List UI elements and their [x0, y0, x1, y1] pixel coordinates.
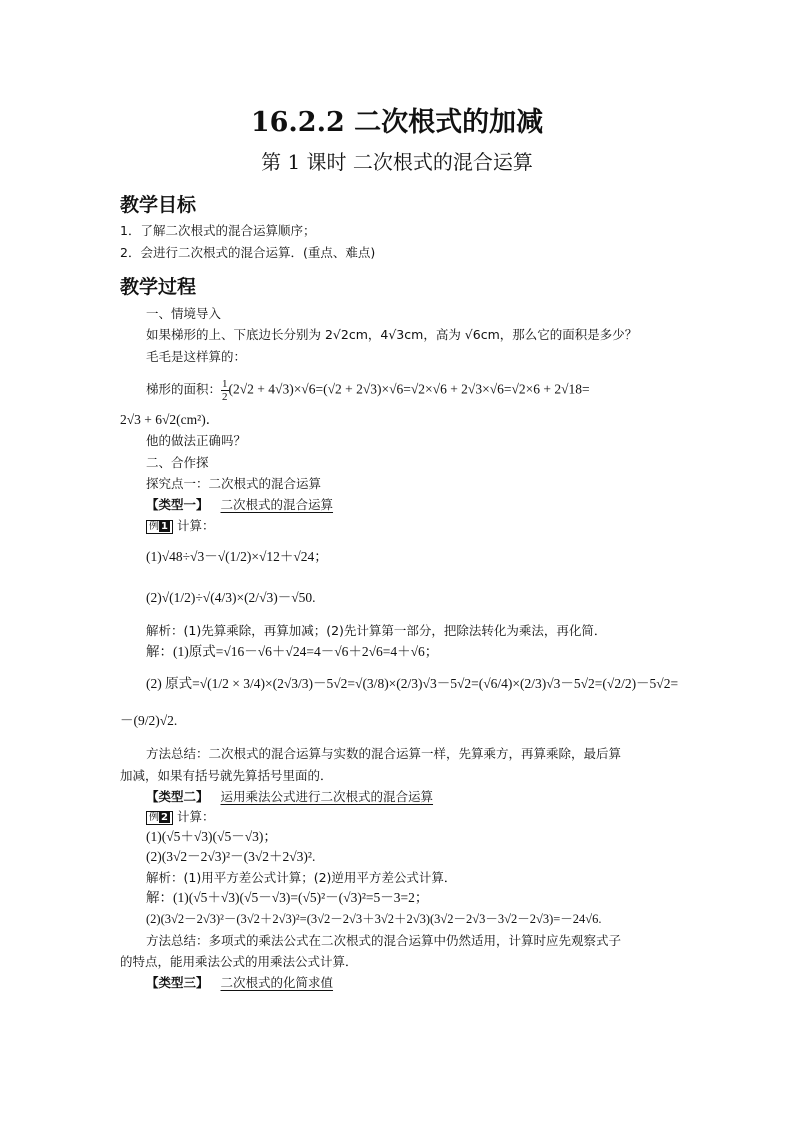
example1-prompt: 计算：: [176, 518, 215, 533]
page-title: 16.2.2 二次根式的加减: [250, 107, 544, 138]
example2-question-2: (2)(3√2－2√3)²－(3√2＋2√3)².: [146, 849, 316, 864]
type1-title: 二次根式的混合运算: [220, 497, 334, 512]
type3-label: 【类型三】: [146, 975, 209, 990]
example1-analysis: 解析：(1)先算乘除，再算加减；(2)先计算第一部分，把除法转化为乘法，再化简．: [146, 623, 607, 638]
example2-solution-1: 解：(1)(√5＋√3)(√5－√3)=(√5)²－(√3)²=5－3=2；: [146, 890, 429, 905]
intro-calc-line1: [146, 378, 590, 403]
type2-title: 运用乘法公式进行二次根式的混合运算: [220, 789, 434, 804]
page-subtitle: 第 1 课时 二次根式的混合运算: [261, 150, 533, 174]
example2-prompt: 计算：: [176, 809, 215, 824]
intro-calc-expression: (2√2 + 4√3)×√6=(√2 + 2√3)×√6=√2×√6 + 2√3×√6=√2×6 + 2√18=: [228, 381, 590, 397]
intro-followup: 他的做法正确吗？: [146, 433, 247, 448]
example1-prompt-line: [146, 517, 214, 535]
method-summary-2a: 方法总结：多项式的乘法公式在二次根式的混合运算中仍然适用，计算时应先观察式子: [146, 933, 622, 948]
method-summary-1a: 方法总结：二次根式的混合运算与实数的混合运算一样，先算乘方，再算乘除，最后算: [146, 746, 622, 761]
section-heading-process: 教学过程: [120, 276, 197, 298]
example1-question-2: (2)√(1/2)÷√(4/3)×(2/√3)－√50.: [146, 590, 316, 605]
part2-heading: 二、合作探: [146, 455, 209, 470]
explore-point-1: 探究点一：二次根式的混合运算: [146, 476, 322, 491]
example1-question-1: (1)√48÷√3－√(1/2)×√12＋√24；: [146, 549, 328, 564]
type3-heading: [146, 974, 333, 992]
section-heading-goals: 教学目标: [120, 194, 197, 216]
example2-prompt-line: [146, 808, 214, 826]
example2-question-1: (1)(√5＋√3)(√5－√3)；: [146, 829, 277, 844]
type2-label: 【类型二】: [146, 789, 209, 804]
method-summary-1b: 加减，如果有括号就先算括号里面的．: [120, 768, 333, 783]
example2-solution-2: (2)(3√2－2√3)²－(3√2＋2√3)²=(3√2－2√3＋3√2＋2√3)(3√2－2√3－3√2－2√3)=－24√6.: [146, 912, 602, 926]
method-summary-2b: 的特点，能用乘法公式的用乘法公式计算．: [120, 954, 358, 969]
intro-lead: 毛毛是这样算的：: [146, 349, 247, 364]
example2-analysis: 解析：(1)用平方差公式计算；(2)逆用平方差公式计算．: [146, 870, 457, 885]
intro-question: 如果梯形的上、下底边长分别为 2√2cm，4√3cm，高为 √6cm，那么它的面积是多少？: [146, 327, 638, 342]
example-badge-2: 例 2: [146, 811, 173, 825]
intro-calc-label: 梯形的面积：: [146, 381, 222, 397]
example1-solution-1: 解：(1)原式=√16－√6＋√24=4－√6＋2√6=4＋√6；: [146, 644, 439, 659]
example1-solution-2: (2) 原式=√(1/2 × 3/4)×(2√3/3)－5√2=√(3/8)×(2/3)√3－5√2=(√6/4)×(2/3)√3－5√2=(√2/2)－5√2=: [146, 676, 679, 691]
example1-solution-2-end: －(9/2)√2.: [120, 713, 178, 728]
fraction-half: $\frac{1}{2}$: [222, 378, 228, 403]
type3-title: 二次根式的化简求值: [220, 975, 334, 990]
type1-label: 【类型一】: [146, 497, 209, 512]
intro-heading: 一、情境导入: [146, 306, 222, 321]
type2-heading: [146, 788, 433, 806]
type1-heading: [146, 496, 333, 514]
goal-item-1: 1．了解二次根式的混合运算顺序；: [120, 223, 316, 238]
example-badge-1: 例 1: [146, 520, 173, 534]
goal-item-2: 2．会进行二次根式的混合运算．(重点、难点): [120, 245, 376, 260]
intro-calc-line2: 2√3 + 6√2(cm²)．: [120, 412, 220, 427]
